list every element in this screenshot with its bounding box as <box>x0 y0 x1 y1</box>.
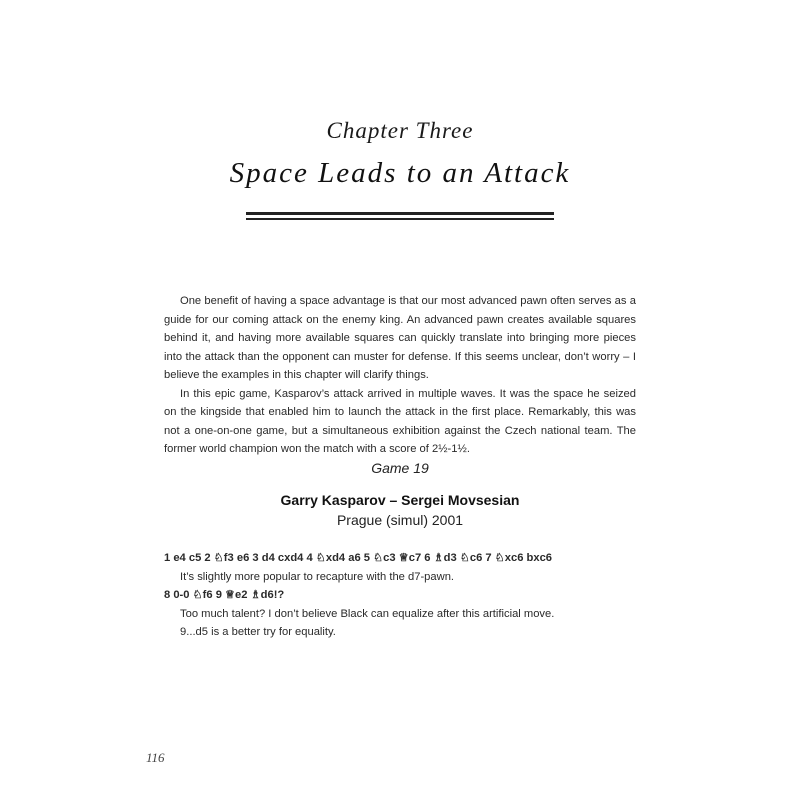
paragraph: In this epic game, Kasparov’s attack arrived in multiple waves. It was the space he seized on the kingside that enabled him to launch the attack in the first place. Remarkably, this was not a one-on-one game, but a simultaneous exhibition against the Czech national team. The former world champion won the match with a score of 2½-1½. <box>164 387 636 455</box>
game-number: Game 19 <box>371 460 429 476</box>
move-line: 1 e4 c5 2 ♘f3 e6 3 d4 cxd4 4 ♘xd4 a6 5 ♘c3 ♕c7 6 ♗d3 ♘c6 7 ♘xc6 bxc6 <box>164 552 553 564</box>
annotation-comment: It’s slightly more popular to recapture with the d7-pawn. <box>180 570 455 583</box>
title-rule-top <box>246 212 554 215</box>
annotation-comment: Too much talent? I don’t believe Black can equalize after this artificial move. <box>180 607 555 620</box>
chapter-label: Chapter Three <box>326 118 474 143</box>
intro-text <box>164 292 636 459</box>
game-players: Garry Kasparov – Sergei Movsesian <box>280 492 520 508</box>
annotation-comment: 9...d5 is a better try for equality. <box>180 626 336 639</box>
page-number: 116 <box>146 750 165 765</box>
move-line: 8 0-0 ♘f6 9 ♕e2 ♗d6!? <box>164 589 285 602</box>
game-venue: Prague (simul) 2001 <box>336 512 464 528</box>
paragraph: One benefit of having a space advantage is that our most advanced pawn often serves as a guide for our coming attack on the enemy king. An advanced pawn creates available squares behind it, and having more available squares can quickly translate into bringing more pieces into the attack than the opponent can muster for defense. If this seems unclear, don’t worry – I believe the examples in this chapter will clarify things. <box>164 295 636 381</box>
game-annotations <box>164 549 636 642</box>
title-rule-bottom <box>246 218 554 220</box>
chapter-title: Space Leads to an Attack <box>229 157 571 189</box>
